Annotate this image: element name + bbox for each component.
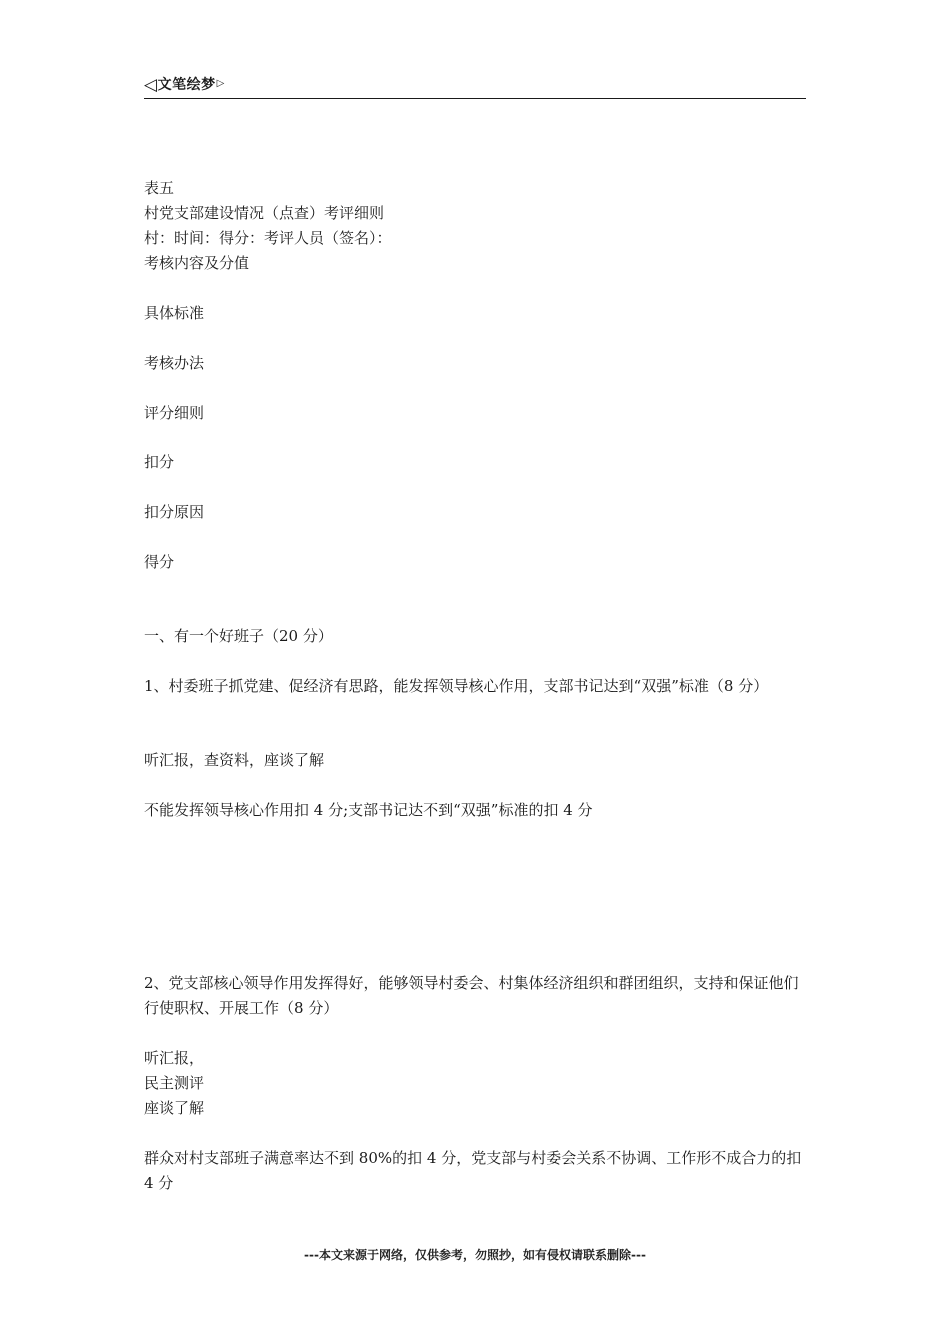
meta-line: 村：时间：得分：考评人员（签名）：	[144, 229, 392, 247]
document-title: 村党支部建设情况（点查）考评细则	[144, 204, 385, 222]
column-score: 得分	[144, 553, 175, 571]
item1-method: 听汇报，查资料，座谈了解	[144, 751, 325, 769]
column-deduct: 扣分	[144, 453, 175, 471]
page-header	[144, 72, 806, 99]
column-standard: 具体标准	[144, 304, 205, 322]
column-reason: 扣分原因	[144, 503, 205, 521]
table-number: 表五	[144, 179, 175, 197]
column-method: 考核办法	[144, 354, 205, 372]
header-title-text: 文笔绘梦	[157, 77, 216, 93]
item1-rule: 不能发挥领导核心作用扣 4 分;支部书记达不到“双强”标准的扣 4 分	[144, 801, 593, 819]
right-triangle-icon: ▷	[216, 78, 225, 89]
column-rules: 评分细则	[144, 404, 205, 422]
item2-method-1: 听汇报，	[144, 1049, 205, 1067]
item2-text: 2、党支部核心领导作用发挥得好，能够领导村委会、村集体经济组织和群团组织，支持和保证他们行使职权、开展工作（8 分）	[144, 974, 799, 1017]
item1-text: 1、村委班子抓党建、促经济有思路，能发挥领导核心作用，支部书记达到“双强”标准（8 分）	[144, 677, 769, 695]
page-footer: ---本文来源于网络，仅供参考，勿照抄，如有侵权请联系删除---	[304, 1248, 646, 1262]
item2-rule: 群众对村支部班子满意率达不到 80%的扣 4 分，党支部与村委会关系不协调、工作形不成合力的扣 4 分	[144, 1149, 802, 1192]
left-triangle-icon: ◁	[144, 75, 158, 95]
section-heading: 一、有一个好班子（20 分）	[144, 627, 333, 645]
header-title	[144, 74, 225, 94]
item2-method-2: 民主测评	[144, 1074, 205, 1092]
column-content: 考核内容及分值	[144, 254, 250, 272]
item2-method-3: 座谈了解	[144, 1099, 205, 1117]
